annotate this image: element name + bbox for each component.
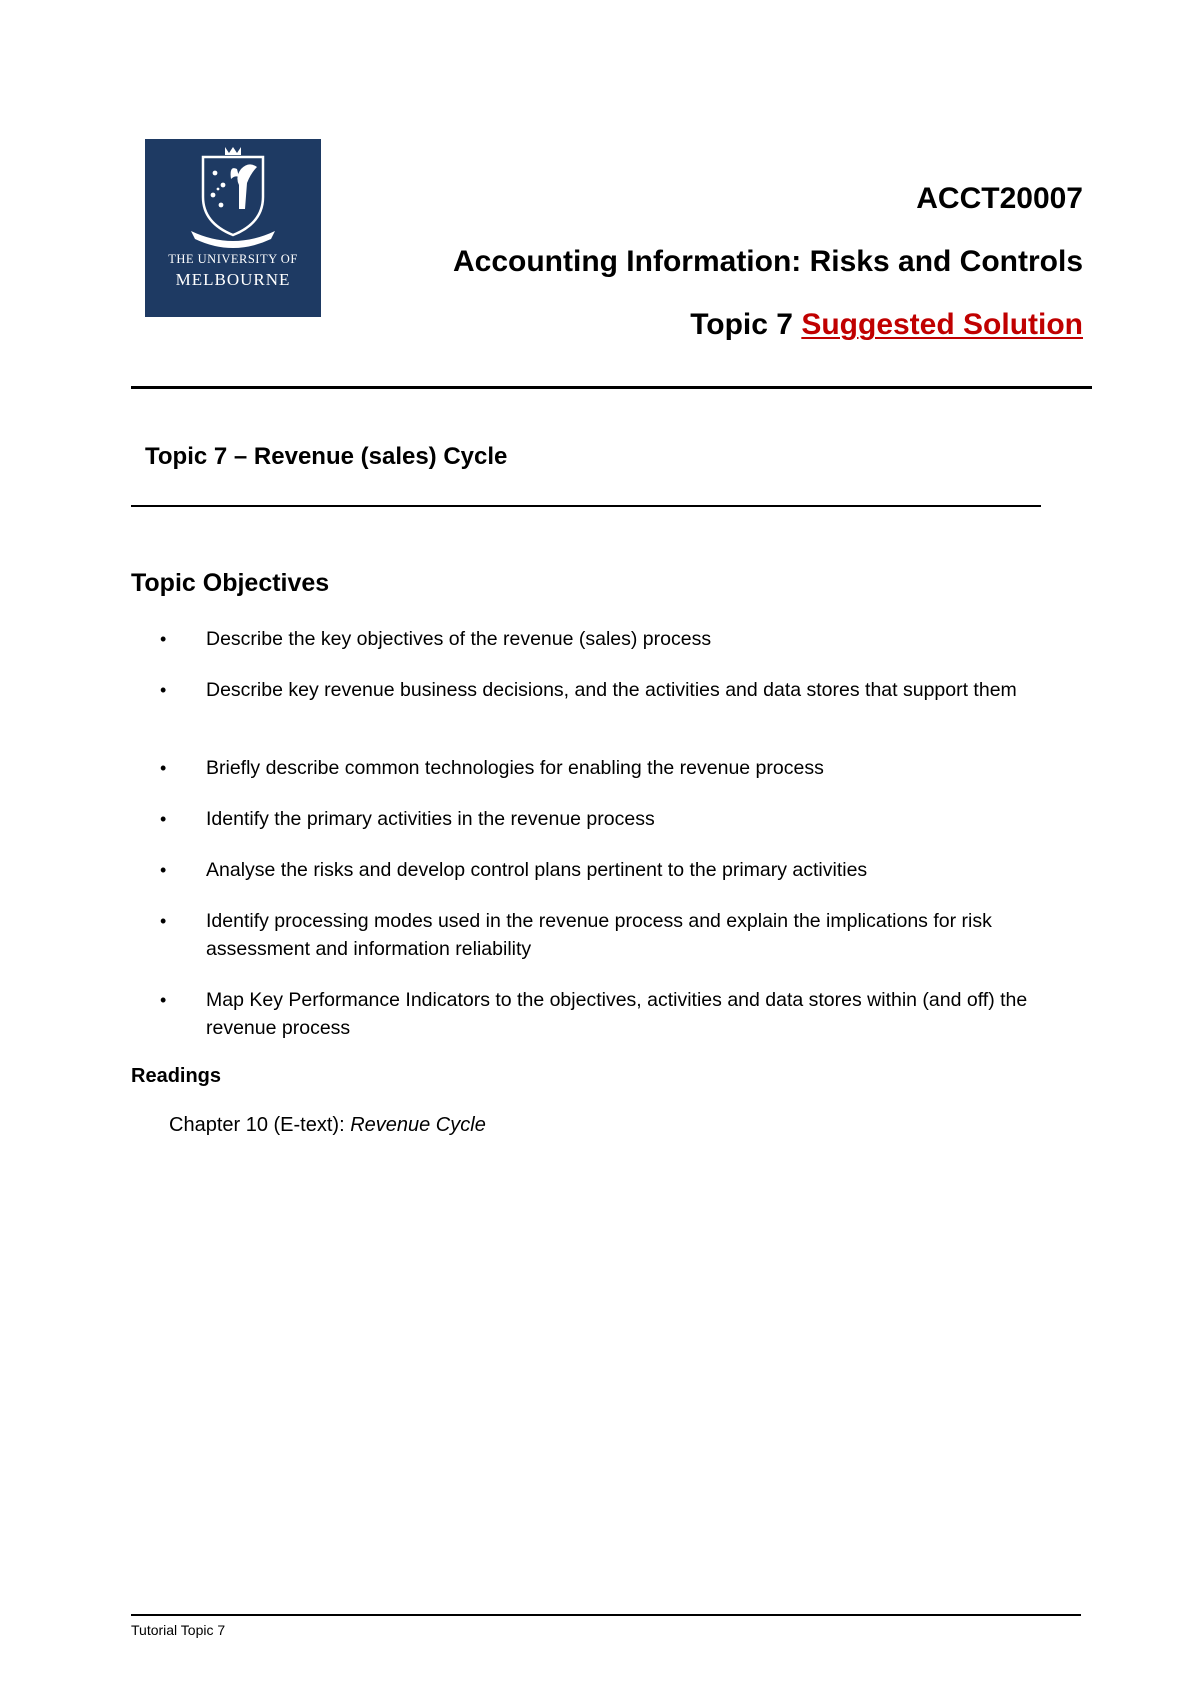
bullet-icon: • xyxy=(160,629,167,649)
objectives-heading: Topic Objectives xyxy=(131,569,330,597)
topic-heading xyxy=(690,308,1083,342)
university-logo xyxy=(145,139,321,317)
objective-text: Briefly describe common technologies for enabling the revenue process xyxy=(206,757,824,779)
objective-text: Identify processing modes used in the revenue process and explain the implications for risk assessment and information reliability xyxy=(206,910,992,960)
footer-divider xyxy=(131,1614,1081,1616)
list-item xyxy=(160,625,1080,653)
bullet-icon: • xyxy=(160,860,167,880)
reading-chapter: Chapter 10 (E-text): xyxy=(169,1114,351,1136)
bullet-icon: • xyxy=(160,911,167,931)
logo-text-line1: THE UNIVERSITY OF xyxy=(168,252,298,266)
footer-text: Tutorial Topic 7 xyxy=(131,1622,226,1638)
list-item xyxy=(160,805,1080,833)
course-code: ACCT20007 xyxy=(916,182,1083,215)
bullet-icon: • xyxy=(160,758,167,778)
reading-item xyxy=(169,1114,486,1137)
section-title: Topic 7 – Revenue (sales) Cycle xyxy=(145,443,508,470)
bullet-icon: • xyxy=(160,680,167,700)
university-crest-icon xyxy=(145,139,321,249)
suggested-solution-label: Suggested Solution xyxy=(801,308,1083,341)
reading-title: Revenue Cycle xyxy=(350,1114,486,1136)
header-divider xyxy=(131,386,1092,389)
objective-text: Describe key revenue business decisions, and the activities and data stores that support them xyxy=(206,679,1017,701)
list-item xyxy=(160,676,1080,704)
list-item xyxy=(160,986,1080,1042)
bullet-icon: • xyxy=(160,809,167,829)
logo-text-line2: MELBOURNE xyxy=(175,270,291,289)
list-item xyxy=(160,856,1080,884)
course-title: Accounting Information: Risks and Controls xyxy=(452,245,1083,278)
objective-text: Analyse the risks and develop control plans pertinent to the primary activities xyxy=(206,859,868,881)
topic-prefix: Topic 7 xyxy=(690,308,793,341)
readings-heading: Readings xyxy=(131,1065,222,1087)
bullet-icon: • xyxy=(160,990,167,1010)
objective-text: Identify the primary activities in the revenue process xyxy=(206,808,655,830)
section-divider xyxy=(131,505,1041,507)
list-item xyxy=(160,754,1080,782)
objective-text: Map Key Performance Indicators to the objectives, activities and data stores within (and off) the revenue process xyxy=(206,989,1028,1039)
list-item xyxy=(160,907,1080,963)
objective-text: Describe the key objectives of the revenue (sales) process xyxy=(206,628,712,650)
